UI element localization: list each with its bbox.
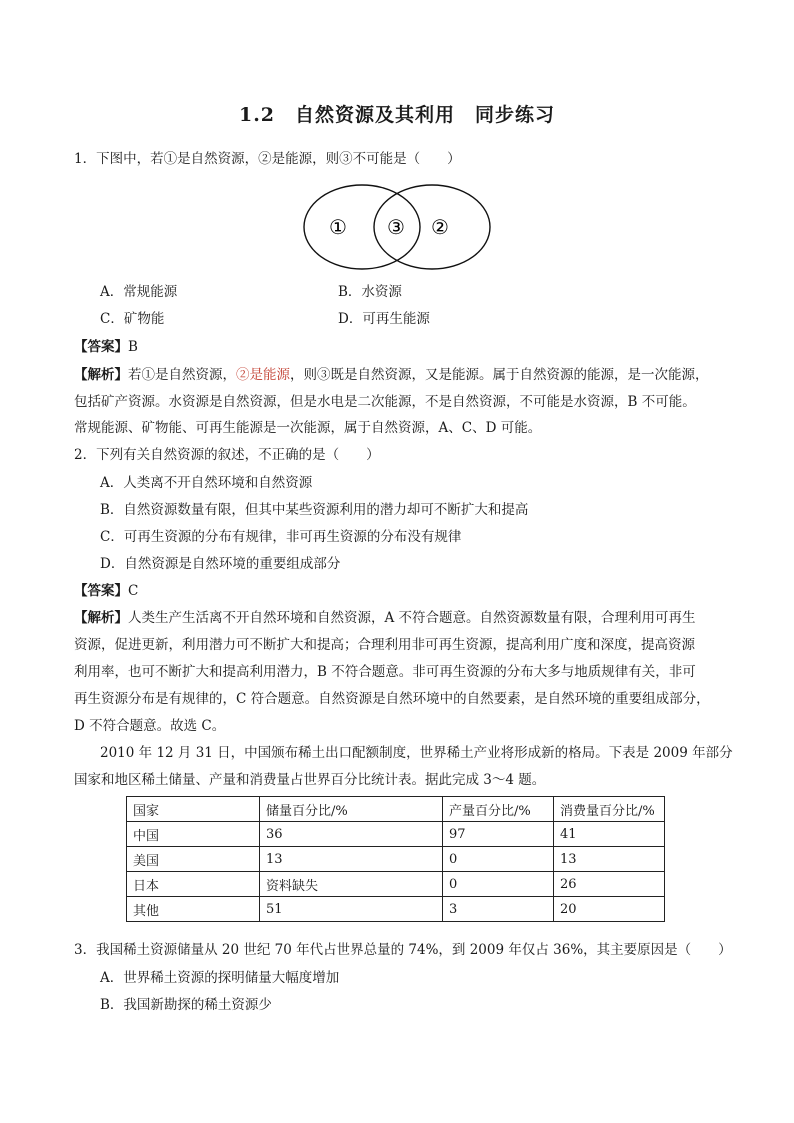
- table-cell: 0: [443, 872, 554, 897]
- q3-option-a: A．世界稀土资源的探明储量大幅度增加: [100, 970, 340, 986]
- table-header-cell: 产量百分比/%: [443, 797, 554, 822]
- table-cell: 20: [554, 897, 665, 922]
- q1-analysis-line-3: 常规能源、矿物能、可再生能源是一次能源，属于自然资源，A、C、D 可能。: [74, 420, 542, 436]
- q2-option-b: B．自然资源数量有限，但其中某些资源利用的潜力却可不断扩大和提高: [100, 502, 529, 518]
- q1-analysis-line-1: [74, 366, 709, 384]
- analysis-text: 若①是自然资源，: [128, 367, 236, 383]
- q2-analysis-line-1: [74, 609, 696, 627]
- question-2-stem: 2．下列有关自然资源的叙述，不正确的是（ ）: [74, 447, 380, 463]
- table-row: [127, 872, 665, 897]
- q2-analysis-line-2: 资源，促进更新，利用潜力可不断扩大和提高；合理利用非可再生资源，提高利用广度和深度，提高资源: [74, 637, 695, 653]
- table-row: [127, 822, 665, 847]
- venn-diagram: [300, 180, 500, 274]
- table-cell: 41: [554, 822, 665, 847]
- q1-option-d: D．可再生能源: [338, 311, 430, 327]
- q1-option-a: A．常规能源: [100, 284, 178, 300]
- q1-analysis-line-2: 包括矿产资源。水资源是自然资源，但是水电是二次能源，不是自然资源，不可能是水资源，B 不可能。: [74, 394, 696, 410]
- table-cell: 0: [443, 847, 554, 872]
- table-header-cell: 储量百分比/%: [260, 797, 443, 822]
- q3-option-b: B．我国新勘探的稀土资源少: [100, 997, 272, 1013]
- table-cell: 3: [443, 897, 554, 922]
- question-3-stem: 3．我国稀土资源储量从 20 世纪 70 年代占世界总量的 74%，到 2009 年仅占 36%，其主要原因是（ ）: [74, 942, 732, 958]
- q2-option-c: C．可再生资源的分布有规律，非可再生资源的分布没有规律: [100, 529, 462, 545]
- answer-value: C: [128, 583, 139, 599]
- analysis-tag: 【解析】: [74, 610, 128, 626]
- venn-label-1: ①: [329, 215, 347, 239]
- analysis-highlight: ②是能源: [236, 367, 290, 383]
- table-header-row: [127, 797, 665, 822]
- q2-answer: [74, 582, 138, 600]
- table-row: [127, 847, 665, 872]
- table-cell: 36: [260, 822, 443, 847]
- answer-tag: 【答案】: [74, 583, 128, 599]
- answer-tag: 【答案】: [74, 339, 128, 355]
- q2-option-a: A．人类离不开自然环境和自然资源: [100, 475, 313, 491]
- rare-earth-table: [126, 796, 665, 922]
- answer-value: B: [128, 339, 138, 355]
- q2-analysis-line-5: D 不符合题意。故选 C。: [74, 718, 226, 734]
- table-row: [127, 897, 665, 922]
- intro-line-2: 国家和地区稀土储量、产量和消费量占世界百分比统计表。据此完成 3～4 题。: [74, 772, 546, 788]
- table-cell: 美国: [127, 847, 260, 872]
- venn-label-3: ③: [387, 215, 405, 239]
- analysis-text: ，则③既是自然资源，又是能源。属于自然资源的能源，是一次能源，: [290, 367, 709, 383]
- table-cell: 51: [260, 897, 443, 922]
- table-cell: 资料缺失: [260, 872, 443, 897]
- table-cell: 13: [260, 847, 443, 872]
- analysis-tag: 【解析】: [74, 367, 128, 383]
- q2-analysis-line-4: 再生资源分布是有规律的，C 符合题意。自然资源是自然环境中的自然要素，是自然环境的重要组成部分，: [74, 691, 710, 707]
- analysis-text: 人类生产生活离不开自然环境和自然资源，A 不符合题意。自然资源数量有限，合理利用可再生: [128, 610, 696, 626]
- page-title: 1.2 自然资源及其利用 同步练习: [238, 104, 556, 126]
- table-header-cell: 消费量百分比/%: [554, 797, 665, 822]
- table-cell: 其他: [127, 897, 260, 922]
- table-cell: 26: [554, 872, 665, 897]
- venn-label-2: ②: [431, 215, 449, 239]
- table-cell: 中国: [127, 822, 260, 847]
- table-cell: 日本: [127, 872, 260, 897]
- intro-line-1: 2010 年 12 月 31 日，中国颁布稀土出口配额制度，世界稀土产业将形成新的格局。下表是 2009 年部分: [100, 745, 733, 761]
- q2-option-d: D．自然资源是自然环境的重要组成部分: [100, 556, 341, 572]
- table-cell: 13: [554, 847, 665, 872]
- table-header-cell: 国家: [127, 797, 260, 822]
- q2-analysis-line-3: 利用率，也可不断扩大和提高利用潜力，B 不符合题意。非可再生资源的分布大多与地质规律有关，非可: [74, 664, 696, 680]
- q1-option-b: B．水资源: [338, 284, 402, 300]
- q1-answer: [74, 338, 138, 356]
- q1-option-c: C．矿物能: [100, 311, 165, 327]
- table-cell: 97: [443, 822, 554, 847]
- question-1-stem: 1．下图中，若①是自然资源，②是能源，则③不可能是（ ）: [74, 151, 461, 167]
